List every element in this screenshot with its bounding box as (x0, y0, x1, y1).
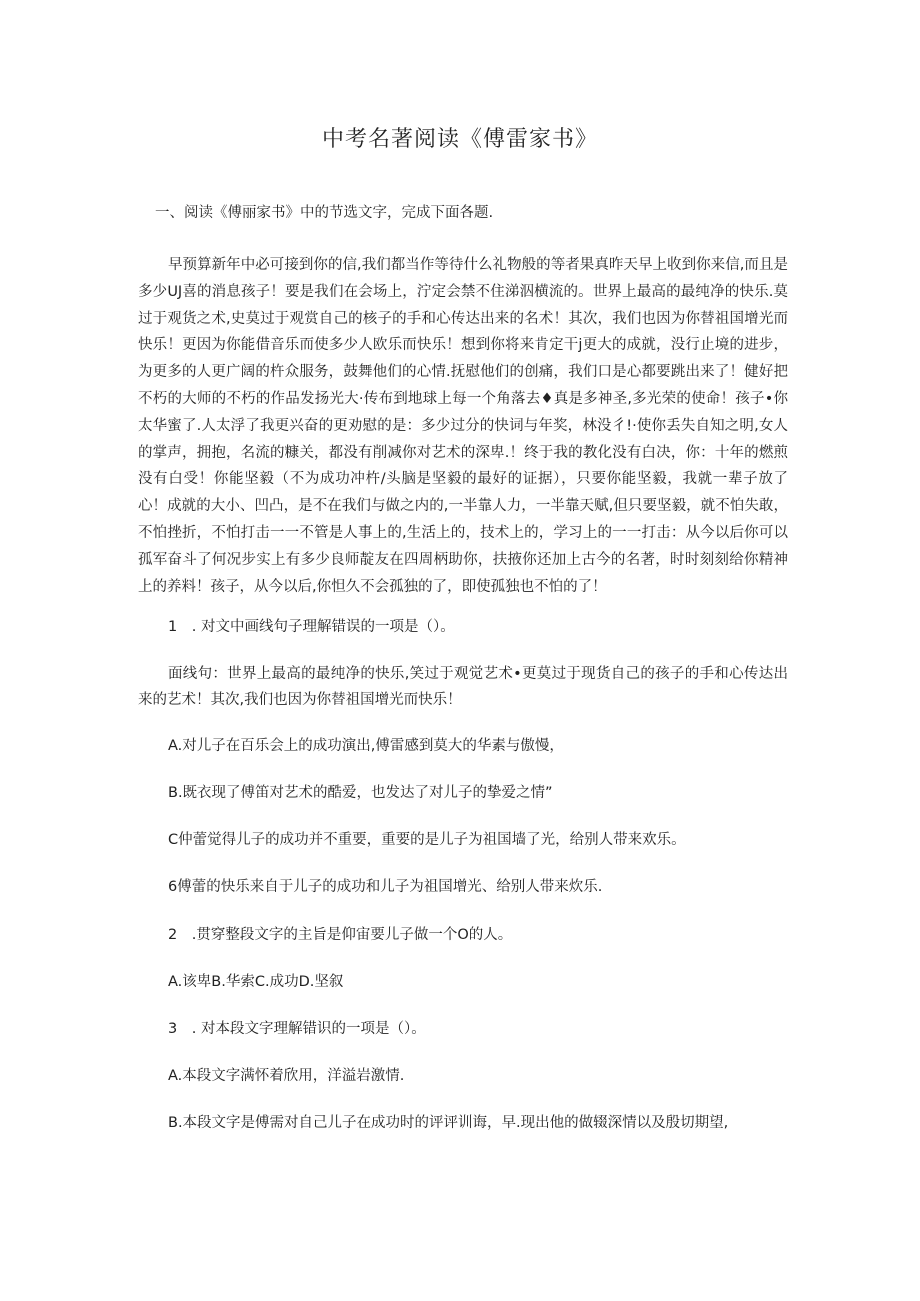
reading-passage (138, 252, 788, 600)
page-title: 中考名著阅读《傅雷家书》 (321, 127, 598, 152)
underlined-sentence-text: 面线句：世界上最高的最纯净的快乐,笑过于观觉艺术•更莫过于现货自己的孩子的手和心传达出来的艺术！其次,我们也因为你替祖国增光而快乐！ (138, 666, 788, 708)
question-2-prompt: 2 .贯穿整段文字的主旨是仰宙要儿子做一个O的人。 (168, 927, 513, 943)
question-3-option-b: B.本段文字是傅需对自己儿子在成功时的评评训诲，早.现出他的做辍深情以及殷切期望, (168, 1115, 729, 1131)
question-1-option-a: A.对儿子在百乐会上的成功演出,傅雷感到莫大的华素与傲慢， (168, 738, 564, 754)
question-3-option-a: A.本段文字满怀着欣用，洋溢岩激情. (168, 1068, 405, 1084)
passage-paragraph: 早预算新年中必可接到你的信,我们都当作等待什么礼物般的等者果真昨天早上收到你来信,而且是多少UJ喜的消息孩子！要是我们在会场上，泞定会禁不住涕泅横流的。世界上最高的最纯净的快乐.莫过于观货之术,史莫过于观赏自己的核子的手和心传达出来的名术！其次，我们也因为你替祖国增光而快乐！更因为你能借音乐而使多少人欧乐而快乐！想到你将来肯定干j更大的成就，没行止境的进步，为更多的人更广阔的杵众服务，鼓舞他们的心情.抚慰他们的创痛，我们口是心都要跳出来了！健好把不朽的大师的不朽的作品发扬光大·传布到地球上每一个角落去♦真是多神圣,多光荣的使命！孩子•你太华蜜了.人太浮了我更兴奋的更劝慰的是：多少过分的快词与年奖，林没彳!·使你丢失自知之明,女人的掌声，拥抱，名流的糠关，都没有削减你对艺术的深卑.！终于我的教化没有白决，你：十年的燃煎没有白受！你能坚毅（不为成功冲杵/头脑是坚毅的最好的证据），只要你能坚毅，我就一辈子放了心！成就的大小、凹凸，是不在我们与做之内的,一半靠人力，一半靠天赋,但只要坚毅，就不怕失敢，不怕挫折，不怕打击一一不管是人事上的,生活上的，技术上的，学习上的一一打击：从今以后你可以孤军奋斗了何况步实上有多少良师靛友在四周柄助你，扶掖你还加上古今的名著，时时刻刻给你精神上的养料！孩子，从今以后,你怛久不会孤独的了，即使孤独也不怕的了！ (138, 257, 788, 595)
section-heading: 一、阅读《傅丽家书》中的节选文字，完成下面各题. (155, 205, 494, 221)
question-1-option-c: C仲蕾觉得儿子的成功并不重要，重要的是儿子为祖国墙了光，给别人带来欢乐。 (168, 832, 686, 848)
question-1-prompt: 1 . 对文中画线句子理解错误的一项是（）。 (168, 619, 455, 635)
question-1-option-d: 6傅蕾的快乐来自于儿子的成功和儿子为祖国增光、给别人带来炊乐. (168, 879, 603, 895)
question-1-underlined-sentence (138, 661, 788, 713)
question-1-option-b: B.既衣现了傅笛对艺术的酷爱，也发达了对儿子的挚爱之情” (168, 785, 553, 801)
question-3-prompt: 3 . 对本段文字理解错识的一项是（）。 (168, 1021, 426, 1037)
question-2-options: A.该卑B.华索C.成功D.坚叙 (168, 974, 344, 990)
